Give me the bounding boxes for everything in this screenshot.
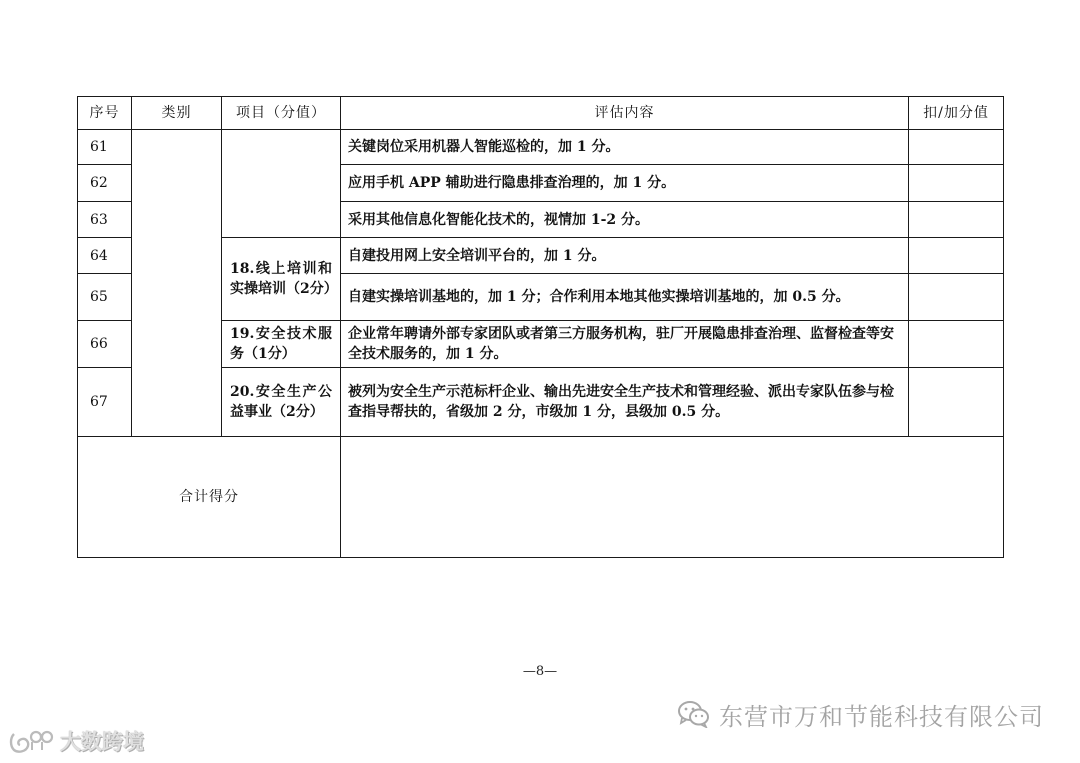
item-cell: 20.安全生产公益事业（2分） <box>222 368 341 437</box>
row-seq: 62 <box>78 165 132 202</box>
item-cell-empty <box>222 130 341 238</box>
total-label: 合计得分 <box>78 437 341 558</box>
item-cell: 19.安全技术服务（1分） <box>222 321 341 368</box>
row-seq: 63 <box>78 202 132 238</box>
row-seq: 64 <box>78 238 132 274</box>
row-content: 自建投用网上安全培训平台的，加 1 分。 <box>341 238 909 274</box>
row-seq: 61 <box>78 130 132 165</box>
table-row <box>78 130 1004 165</box>
row-seq: 65 <box>78 274 132 321</box>
total-row <box>78 437 1004 558</box>
watermark-right-text: 东营市万和节能科技有限公司 <box>719 702 1044 731</box>
header-content: 评估内容 <box>341 97 909 130</box>
row-seq: 66 <box>78 321 132 368</box>
wechat-icon <box>677 700 711 728</box>
table-header-row <box>78 97 1004 130</box>
score-cell <box>909 238 1004 274</box>
header-score: 扣/加分值 <box>909 97 1004 130</box>
row-content: 关键岗位采用机器人智能巡检的，加 1 分。 <box>341 130 909 165</box>
assessment-table <box>77 96 1004 558</box>
item-cell: 18.线上培训和实操培训（2分） <box>222 238 341 321</box>
row-content: 采用其他信息化智能化技术的，视情加 1-2 分。 <box>341 202 909 238</box>
weibo-logo-icon <box>8 726 56 756</box>
total-value-cell <box>341 437 1004 558</box>
score-cell <box>909 368 1004 437</box>
score-cell <box>909 165 1004 202</box>
score-cell <box>909 321 1004 368</box>
score-cell <box>909 274 1004 321</box>
category-cell <box>132 130 222 437</box>
header-item: 项目（分值） <box>222 97 341 130</box>
page-number: —8— <box>522 664 558 679</box>
watermark-left-text: 大数跨境 <box>60 730 144 754</box>
score-cell <box>909 202 1004 238</box>
score-cell <box>909 130 1004 165</box>
header-seq: 序号 <box>78 97 132 130</box>
watermark-left <box>8 726 144 756</box>
row-content: 被列为安全生产示范标杆企业、输出先进安全生产技术和管理经验、派出专家队伍参与检查指导帮扶的，省级加 2 分，市级加 1 分，县级加 0.5 分。 <box>341 368 909 437</box>
row-content: 自建实操培训基地的，加 1 分；合作利用本地其他实操培训基地的，加 0.5 分。 <box>341 274 909 321</box>
row-content: 应用手机 APP 辅助进行隐患排查治理的，加 1 分。 <box>341 165 909 202</box>
row-content: 企业常年聘请外部专家团队或者第三方服务机构，驻厂开展隐患排查治理、监督检查等安全技术服务的，加 1 分。 <box>341 321 909 368</box>
header-category: 类别 <box>132 97 222 130</box>
row-seq: 67 <box>78 368 132 437</box>
watermark-right <box>677 696 1044 732</box>
